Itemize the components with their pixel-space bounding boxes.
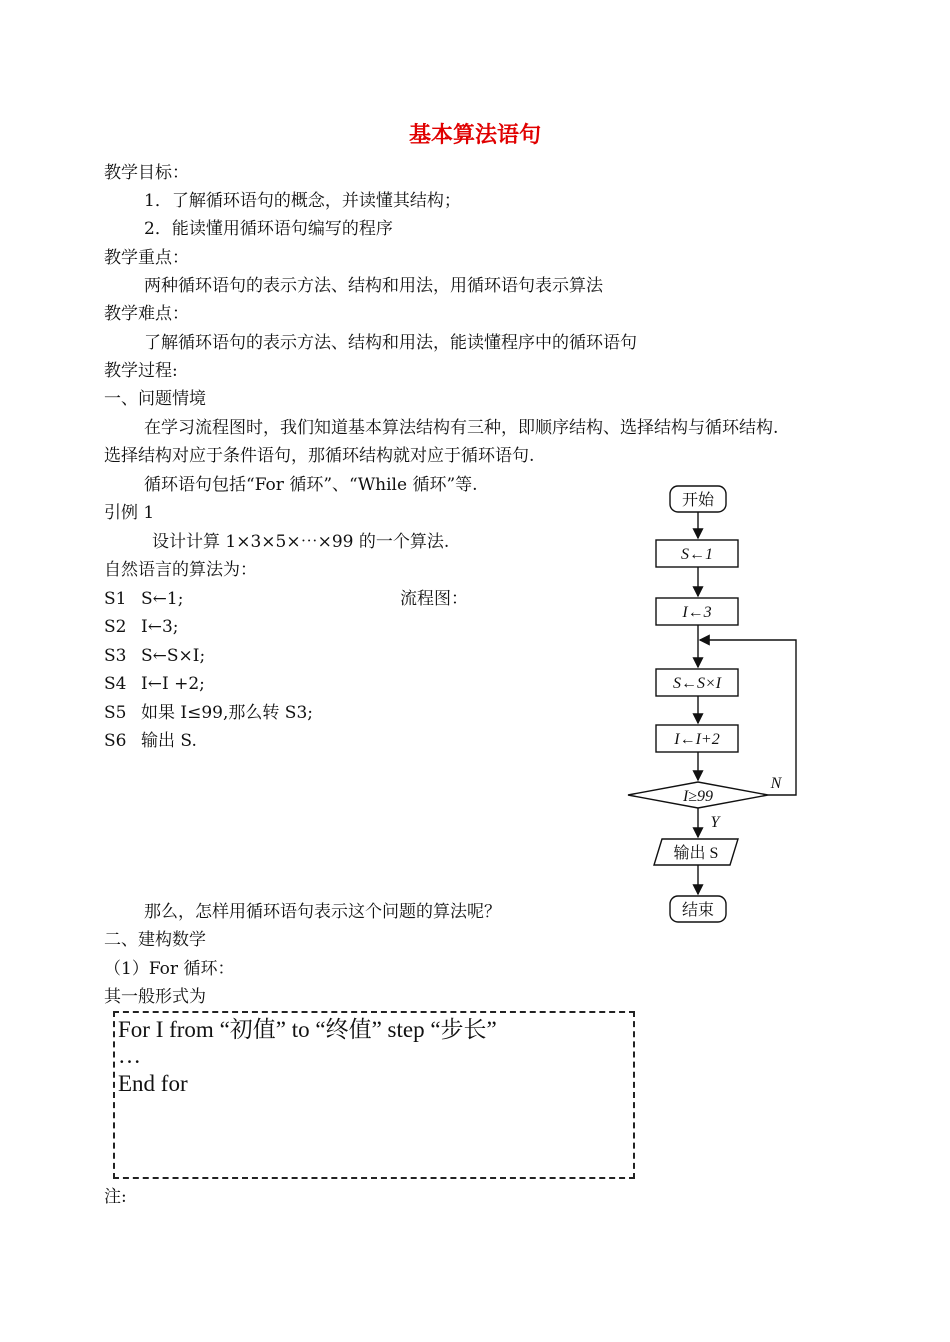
- note-label: 注:: [104, 1187, 127, 1207]
- section2-heading: 二、建构数学: [104, 930, 206, 950]
- box4-label: I←I+2: [674, 731, 720, 748]
- key-points-text: 两种循环语句的表示方法、结构和用法，用循环语句表示算法: [144, 276, 603, 296]
- flowchart: [620, 480, 810, 930]
- code-line-ellipsis: …: [118, 1043, 141, 1068]
- step-id: S4: [104, 674, 127, 694]
- objectives-heading: 教学目标：: [104, 163, 189, 183]
- step-id: S6: [104, 731, 127, 751]
- output-label: 输出 S: [673, 845, 719, 862]
- step-id: S1: [104, 589, 127, 609]
- para2: 循环语句包括“For 循环”、“While 循环”等.: [144, 475, 478, 495]
- objective-item-2: 2．能读懂用循环语句编写的程序: [144, 219, 393, 239]
- difficulties-text: 了解循环语句的表示方法、结构和用法，能读懂程序中的循环语句: [144, 333, 637, 353]
- no-branch-label: N: [770, 775, 782, 792]
- general-form-label: 其一般形式为: [104, 987, 206, 1007]
- example-text: 设计计算 1×3×5×⋯×99 的一个算法.: [152, 532, 450, 552]
- flowchart-label: 流程图：: [400, 589, 468, 609]
- box1-label: S←1: [681, 546, 713, 563]
- para1-line1: 在学习流程图时，我们知道基本算法结构有三种，即顺序结构、选择结构与循环结构.: [144, 418, 779, 438]
- code-line-end: End for: [118, 1071, 188, 1096]
- end-label: 结束: [681, 902, 715, 919]
- process-heading: 教学过程:: [104, 361, 178, 381]
- example-label: 引例 1: [104, 503, 155, 523]
- step-text: 如果 I≤99,那么转 S3;: [141, 703, 313, 723]
- code-line-for: For I from “初值” to “终值” step “步长”: [118, 1017, 497, 1042]
- question-text: 那么，怎样用循环语句表示这个问题的算法呢？: [144, 902, 501, 922]
- step-text: S←1;: [141, 589, 184, 609]
- box3-label: S←S×I: [672, 675, 722, 692]
- yes-branch-label: Y: [710, 814, 720, 831]
- difficulties-heading: 教学难点：: [104, 304, 189, 324]
- key-points-heading: 教学重点：: [104, 248, 189, 268]
- start-label: 开始: [681, 492, 715, 509]
- step-text: I←I +2;: [141, 674, 205, 694]
- for-loop-heading: （1）For 循环：: [104, 959, 235, 979]
- box2-label: I←3: [682, 604, 712, 621]
- step-id: S3: [104, 646, 127, 666]
- para1-line2: 选择结构对应于条件语句，那循环结构就对应于循环语句.: [104, 446, 535, 466]
- step-text: S←S×I;: [141, 646, 206, 666]
- section1-heading: 一、问题情境: [104, 389, 206, 409]
- step-text: I←3;: [141, 617, 179, 637]
- decision-label: I≥99: [682, 788, 714, 805]
- step-text: 输出 S.: [141, 731, 197, 751]
- step-id: S2: [104, 617, 127, 637]
- objective-item-1: 1．了解循环语句的概念，并读懂其结构；: [144, 191, 461, 211]
- page-title: 基本算法语句: [408, 122, 541, 148]
- step-id: S5: [104, 703, 127, 723]
- natural-language-label: 自然语言的算法为：: [104, 560, 257, 580]
